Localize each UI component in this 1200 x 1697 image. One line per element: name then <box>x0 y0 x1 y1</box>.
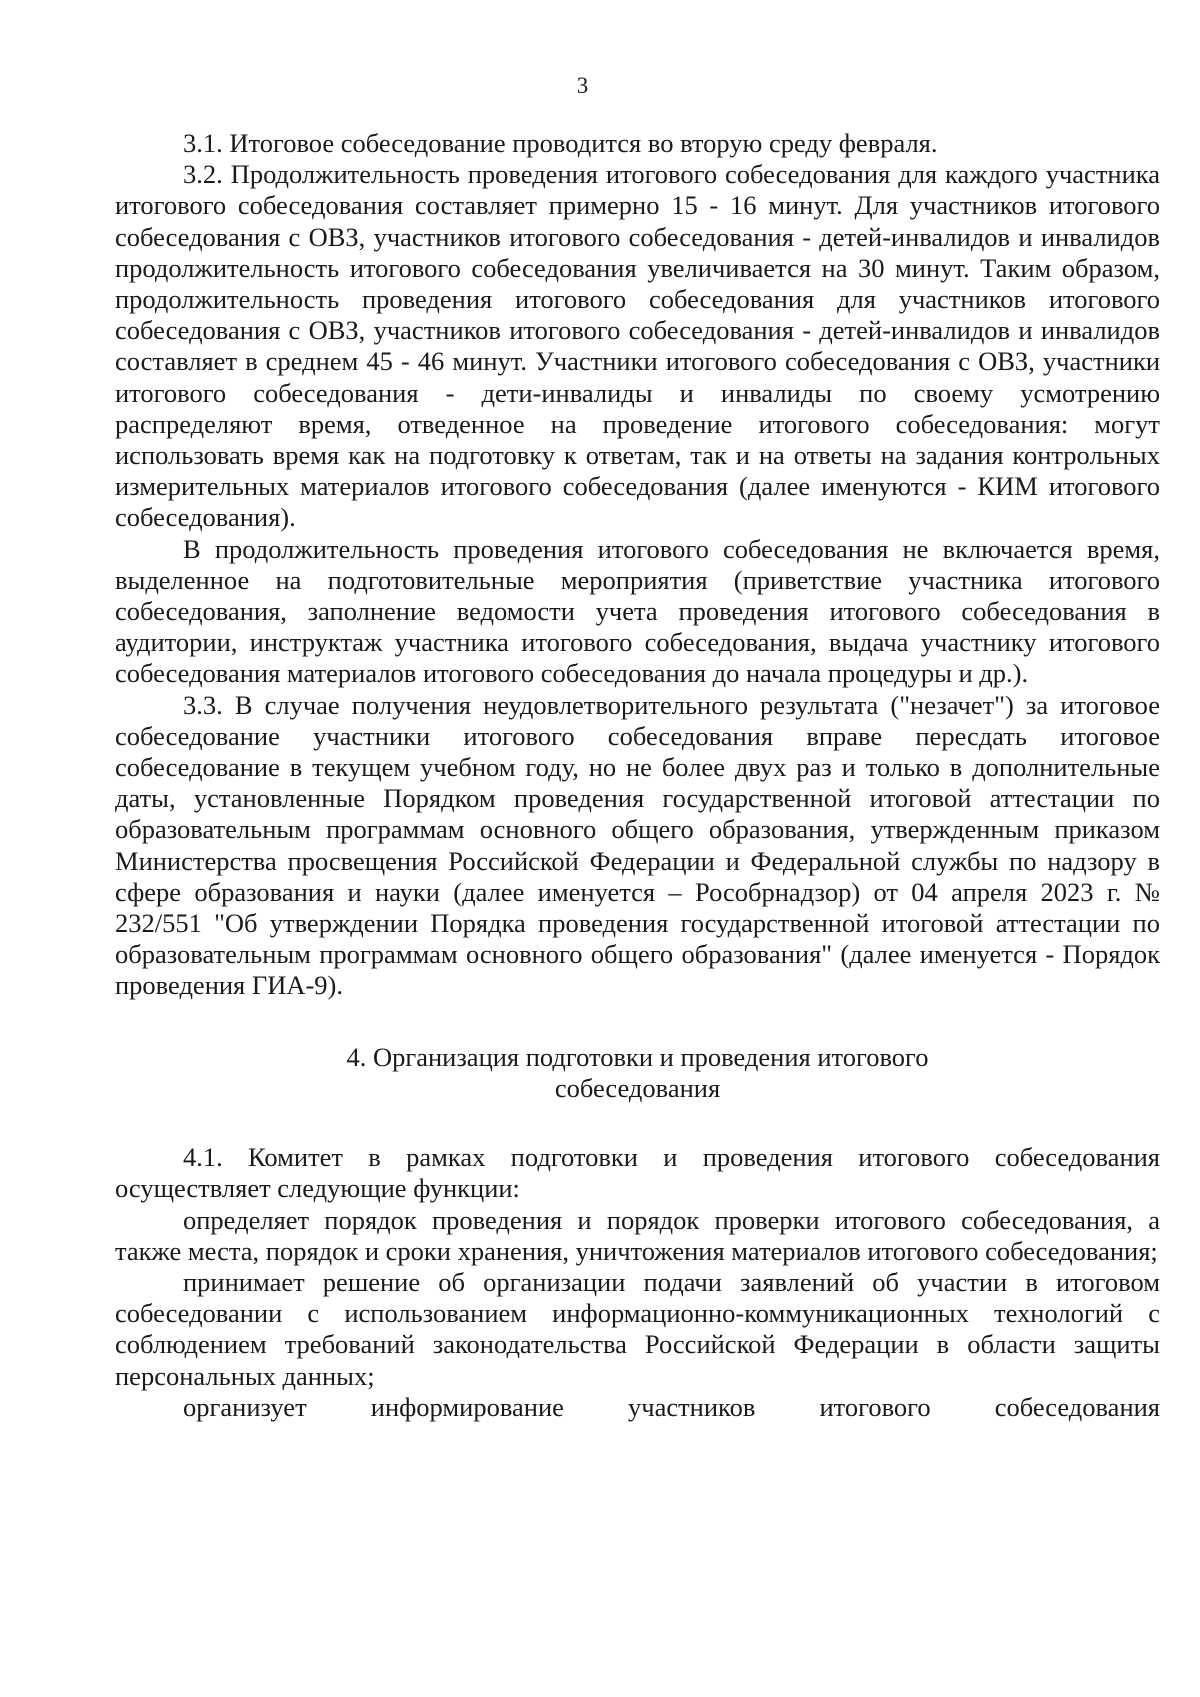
section-heading-line-1: 4. Организация подготовки и проведения итогового <box>346 1041 929 1072</box>
section-heading <box>115 1042 1160 1104</box>
page-number: 3 <box>576 73 589 98</box>
document-body <box>115 128 1160 1423</box>
paragraph-function-informing: организует информирование участников итогового собеседования <box>183 1391 1160 1422</box>
paragraph-function-applications: принимает решение об организации подачи заявлений об участии в итоговом собеседовании с использованием информационно-коммуникационных технологий с соблюдением требований законодательства Российской Федерации в области защиты персональных данных; <box>115 1266 1160 1391</box>
paragraph-3-2: 3.2. Продолжительность проведения итогового собеседования для каждого участника итогового собеседования составляет примерно 15 - 16 минут. Для участников итогового собеседования с ОВЗ, участников итогового собеседования - детей-инвалидов и инвалидов продолжительность итогового собеседования увеличивается на 30 минут. Таким образом, продолжительность проведения итогового собеседования для участников итогового собеседования с ОВЗ, участников итогового собеседования - детей-инвалидов и инвалидов составляет в среднем 45 - 46 минут. Участники итогового собеседования с ОВЗ, участники итогового собеседования - дети-инвалиды и инвалиды по своему усмотрению распределяют время, отведенное на проведение итогового собеседования: могут использовать время как на подготовку к ответам, так и на ответы на задания контрольных измерительных материалов итогового собеседования (далее именуются - КИМ итогового собеседования). <box>115 159 1160 533</box>
paragraph-function-procedure: определяет порядок проведения и порядок проверки итогового собеседования, а также места, порядок и сроки хранения, уничтожения материалов итогового собеседования; <box>115 1204 1160 1266</box>
section-heading-line-2: собеседования <box>554 1072 721 1103</box>
paragraph-preparation-time: В продолжительность проведения итогового собеседования не включается время, выделенное на подготовительные мероприятия (приветствие участника итогового собеседования, заполнение ведомости учета проведения итогового собеседования в аудитории, инструктаж участника итогового собеседования, выдача участнику итогового собеседования материалов итогового собеседования до начала процедуры и др.). <box>115 533 1160 689</box>
paragraph-3-1: 3.1. Итоговое собеседование проводится во вторую среду февраля. <box>183 128 938 158</box>
paragraph-3-3: 3.3. В случае получения неудовлетворительного результата ("незачет") за итоговое собеседование участники итогового собеседования вправе пересдать итоговое собеседование в текущем учебном году, но не более двух раз и только в дополнительные даты, установленные Порядком проведения государственной итоговой аттестации по образовательным программам основного общего образования, утвержденным приказом Министерства просвещения Российской Федерации и Федеральной службы по надзору в сфере образования и науки (далее именуется – Рособрнадзор) от 04 апреля 2023 г. № 232/551 "Об утверждении Порядка проведения государственной итоговой аттестации по образовательным программам основного общего образования" (далее именуется - Порядок проведения ГИА-9). <box>115 689 1160 1001</box>
paragraph-4-1: 4.1. Комитет в рамках подготовки и проведения итогового собеседования осуществляет следующие функции: <box>115 1142 1160 1204</box>
